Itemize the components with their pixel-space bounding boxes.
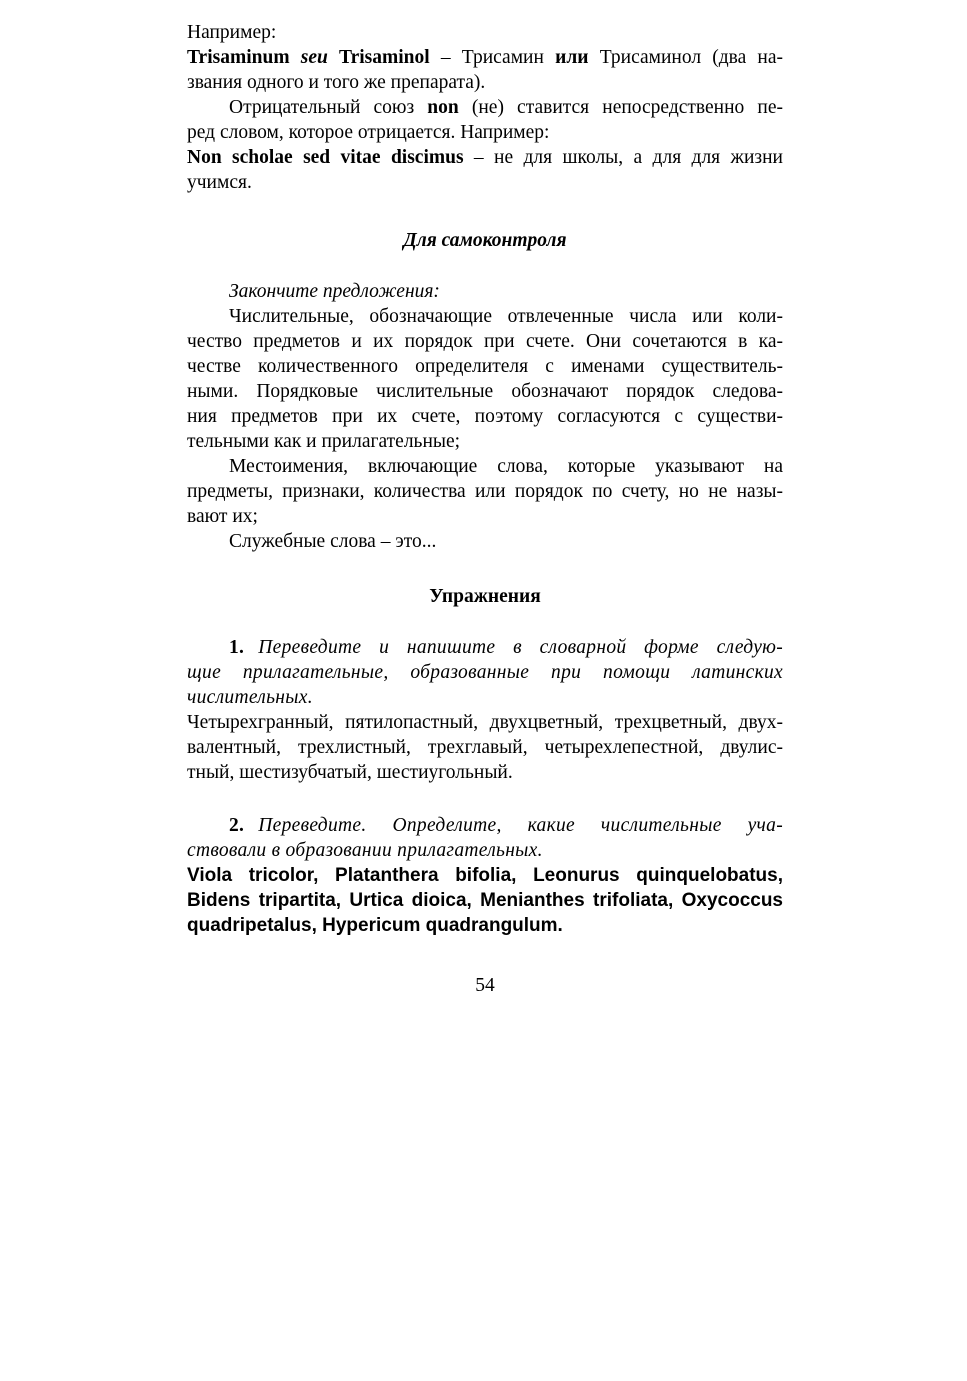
exercise-2-body-line: quadripetalus, Hypericum quadrangulum. <box>187 915 563 936</box>
example-2-line-1 <box>187 145 783 170</box>
exercise-task-text: Переведите. Определите, какие числительные уча- <box>258 815 783 836</box>
exercise-2-body-line: Viola tricolor, Platanthera bifolia, Leonurus quinquelobatus, <box>187 865 783 886</box>
exercise-2 <box>187 813 783 938</box>
intro-section <box>187 20 783 195</box>
exercise-1 <box>187 635 783 785</box>
text-fragment: – Трисамин <box>429 47 556 68</box>
exercise-number: 1. <box>229 637 245 658</box>
example-label: Например: <box>187 22 277 43</box>
selfcheck-p1-line: Числительные, обозначающие отвлеченные числа или коли- <box>229 306 783 327</box>
example-1-line-1 <box>187 45 783 70</box>
exercise-2-task-line <box>187 813 783 838</box>
exercise-2-task-line: ствовали в образовании прилагательных. <box>187 840 543 861</box>
text-fragment: Трисаминол (два на- <box>588 47 784 68</box>
selfcheck-p1-line: честве количественного определителя с именами существитель- <box>187 356 783 377</box>
selfcheck-p2-line: предметы, признаки, количества или порядок по счету, но не назы- <box>187 481 783 502</box>
exercise-number: 2. <box>229 815 245 836</box>
selfcheck-p2-line: вают их; <box>187 506 258 527</box>
page-number: 54 <box>475 975 495 996</box>
text-fragment: (не) ставится непосредственно пе- <box>458 97 783 118</box>
russian-conjunction: или <box>555 47 589 68</box>
selfcheck-section <box>187 279 783 554</box>
latin-term: Trisaminum <box>187 47 290 68</box>
exercises-heading: Упражнения <box>429 586 541 607</box>
example-2-line-2: учимся. <box>187 172 252 193</box>
selfcheck-p2-line: Местоимения, включающие слова, которые указывают на <box>229 456 783 477</box>
exercise-1-task-line: щие прилагательные, образованные при помощи латинских <box>187 662 783 683</box>
exercise-1-body-line: валентный, трехлистный, трехглавый, четырехлепестной, двулис- <box>187 737 783 758</box>
latin-negation: non <box>427 97 459 118</box>
selfcheck-p1-line: ния предметов при их счете, поэтому согласуются с существи- <box>187 406 783 427</box>
negation-line-2: ред словом, которое отрицается. Например: <box>187 122 550 143</box>
latin-term: Trisaminol <box>339 47 430 68</box>
negation-line-1 <box>187 95 783 120</box>
exercise-1-body-line: тный, шестизубчатый, шестиугольный. <box>187 762 513 783</box>
selfcheck-p3: Служебные слова – это... <box>229 531 437 552</box>
exercise-task-text: Переведите и напишите в словарной форме следую- <box>258 637 783 658</box>
latin-conjunction: seu <box>300 47 328 68</box>
selfcheck-p1-line: тельными как и прилагательные; <box>187 431 461 452</box>
text-fragment: – не для школы, а для для жизни <box>463 147 783 168</box>
exercise-1-body-line: Четырехгранный, пятилопастный, двухцветный, трехцветный, двух- <box>187 712 783 733</box>
selfcheck-heading: Для самоконтроля <box>403 230 567 251</box>
exercise-1-task-line: числительных. <box>187 687 313 708</box>
selfcheck-p1-line: чество предметов и их порядок при счете. Они сочетаются в ка- <box>187 331 783 352</box>
example-1-line-2: звания одного и того же препарата). <box>187 72 486 93</box>
exercise-1-task-line <box>187 635 783 660</box>
text-fragment: Отрицательный союз <box>229 97 428 118</box>
latin-phrase: Non scholae sed vitae discimus <box>187 147 464 168</box>
selfcheck-task: Закончите предложения: <box>229 281 440 302</box>
exercise-2-body-line: Bidens tripartita, Urtica dioica, Menianthes trifoliata, Oxycoccus <box>187 890 783 911</box>
selfcheck-p1-line: ными. Порядковые числительные обозначают порядок следова- <box>187 381 783 402</box>
